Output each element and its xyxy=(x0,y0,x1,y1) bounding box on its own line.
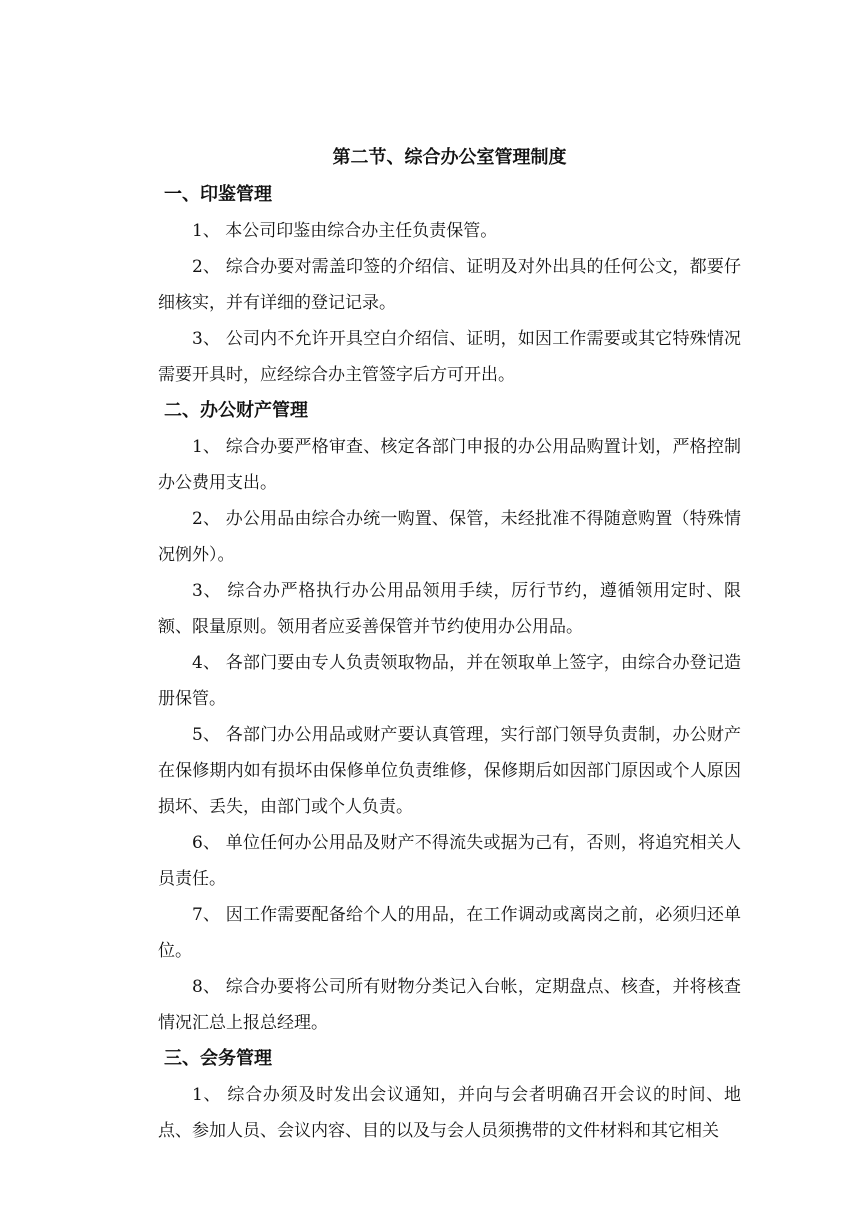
clause: 8、 综合办要将公司所有财物分类记入台帐，定期盘点、核查，并将核查情况汇总上报总经理。 xyxy=(158,977,741,1033)
clause: 7、 因工作需要配备给个人的用品，在工作调动或离岗之前，必须归还单位。 xyxy=(158,905,741,961)
document-body xyxy=(158,143,741,1149)
clause: 2、 办公用品由综合办统一购置、保管，未经批准不得随意购置（特殊情况例外）。 xyxy=(158,509,741,565)
clause: 1、 本公司印鉴由综合办主任负责保管。 xyxy=(192,221,498,241)
clause: 3、 综合办严格执行办公用品领用手续，厉行节约，遵循领用定时、限额、限量原则。领用者应妥善保管并节约使用办公用品。 xyxy=(158,581,741,637)
clause: 4、 各部门要由专人负责领取物品，并在领取单上签字，由综合办登记造册保管。 xyxy=(158,653,741,709)
clause: 3、 公司内不允许开具空白介绍信、证明，如因工作需要或其它特殊情况需要开具时，应经综合办主管签字后方可开出。 xyxy=(158,329,741,385)
clause: 5、 各部门办公用品或财产要认真管理，实行部门领导负责制，办公财产在保修期内如有损坏由保修单位负责维修，保修期后如因部门原因或个人原因损坏、丢失，由部门或个人负责。 xyxy=(158,725,741,817)
clause: 2、 综合办要对需盖印签的介绍信、证明及对外出具的任何公文，都要仔细核实，并有详细的登记记录。 xyxy=(158,257,741,313)
page-title: 第二节、综合办公室管理制度 xyxy=(332,147,567,168)
section-heading-meeting: 三、会务管理 xyxy=(164,1048,272,1069)
section-heading-office-property: 二、办公财产管理 xyxy=(164,400,308,421)
clause: 1、 综合办须及时发出会议通知，并向与会者明确召开会议的时间、地点、参加人员、会议内容、目的以及与会人员须携带的文件材料和其它相关 xyxy=(158,1085,741,1141)
section-heading-seal: 一、印鉴管理 xyxy=(164,184,272,205)
clause: 6、 单位任何办公用品及财产不得流失或据为己有，否则，将追究相关人员责任。 xyxy=(158,833,741,889)
clause: 1、 综合办要严格审查、核定各部门申报的办公用品购置计划，严格控制办公费用支出。 xyxy=(158,437,741,493)
